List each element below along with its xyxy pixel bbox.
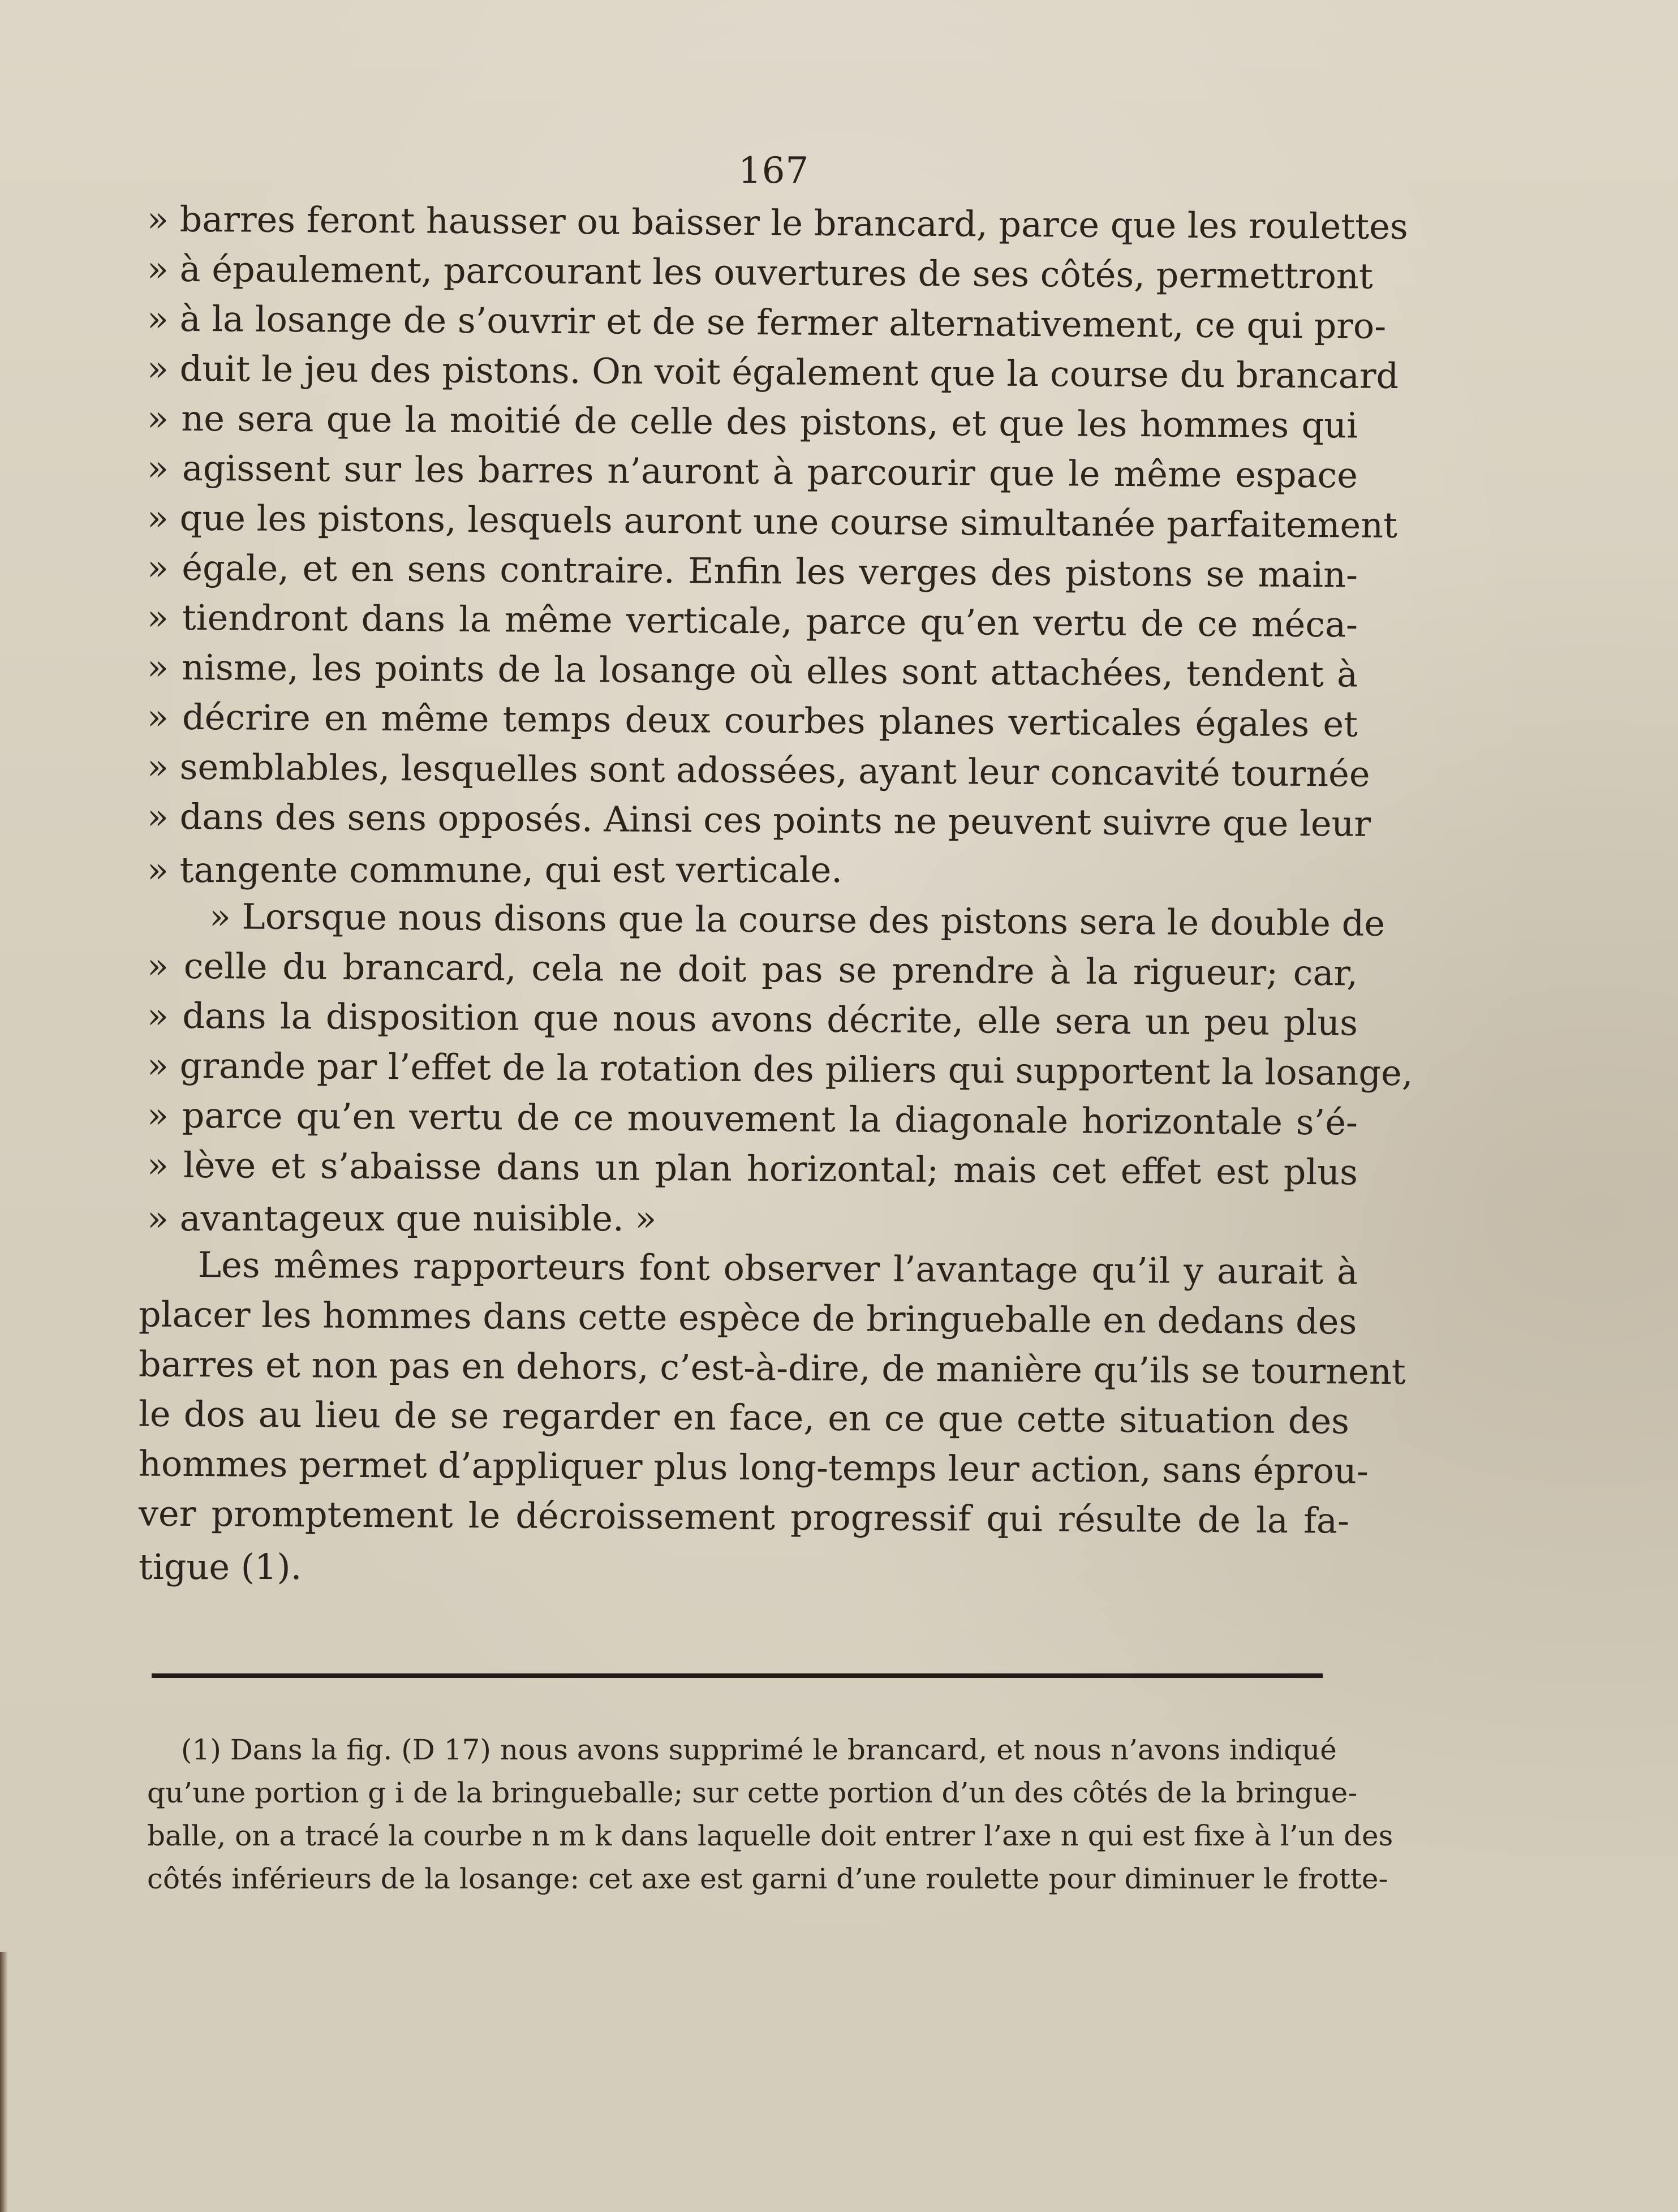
text-line: » décrire en même temps deux courbes planes verticales égales et [147,696,1358,745]
text-line: » à la losange de s’ouvrir et de se fermer alternativement, ce qui pro- [147,298,1387,347]
text-line: tigue (1). [139,1546,302,1587]
footnote-rule [152,1673,1323,1678]
text-line: barres et non pas en dehors, c’est-à-dire, de manière qu’ils se tournent [138,1343,1406,1393]
text-line: le dos au lieu de se regarder en face, en ce que cette situation des [138,1393,1350,1442]
main-text [138,198,1413,1646]
text-line: » que les pistons, lesquels auront une course simultanée parfaitement [147,497,1398,546]
text-line: » agissent sur les barres n’auront à parcourir que le même espace [147,447,1358,496]
text-line: » parce qu’en vertu de ce mouvement la diagonale horizontale s’é- [147,1094,1358,1143]
text-line: » barres feront hausser ou baisser le brancard, parce que les roulettes [147,198,1408,248]
text-line: Les mêmes rapporteurs font observer l’avantage qu’il y aurait à [197,1244,1358,1293]
footnote-line: (1) Dans la fig. (D 17) nous avons supprimé le brancard, et nous n’avons indiqué [181,1733,1337,1766]
text-line: » dans des sens opposés. Ainsi ces points ne peuvent suivre que leur [147,795,1371,845]
footnote-line: qu’une portion g i de la bringueballe; sur cette portion d’un des côtés de la bringue- [147,1776,1358,1809]
footnote-line: balle, on a tracé la courbe n m k dans laquelle doit entrer l’axe n qui est fixe à l’un des [147,1819,1393,1852]
text-line: » égale, et en sens contraire. Enfin les verges des pistons se main- [147,546,1358,596]
text-line: » celle du brancard, cela ne doit pas se prendre à la rigueur; car, [147,945,1358,994]
page-edge-shadow [0,1952,8,2212]
text-line: ver promptement le décroissement progressif qui résulte de la fa- [138,1492,1350,1542]
text-line: » tiendront dans la même verticale, parce qu’en vertu de ce méca- [147,596,1358,645]
footnote-line: côtés inférieurs de la losange: cet axe est garni d’une roulette pour diminuer le frotte- [147,1862,1388,1895]
text-line: » lève et s’abaisse dans un plan horizontal; mais cet effet est plus [147,1144,1358,1193]
text-line: » Lorsque nous disons que la course des pistons sera le double de [209,896,1386,944]
text-line: » grande par l’effet de la rotation des piliers qui supportent la losange, [147,1044,1413,1094]
text-line: » nisme, les points de la losange où elles sont attachées, tendent à [147,646,1358,695]
text-line: » à épaulement, parcourant les ouvertures de ses côtés, permettront [147,248,1374,297]
text-line: » dans la disposition que nous avons décrite, elle sera un peu plus [147,995,1358,1044]
text-line: hommes permet d’appliquer plus long-temps leur action, sans éprou- [138,1443,1369,1492]
text-line: » tangente commune, qui est verticale. [147,849,842,890]
text-line: » avantageux que nuisible. » [147,1198,657,1239]
text-line: » ne sera que la moitié de celle des pistons, et que les hommes qui [147,397,1358,446]
page-number: 167 [738,150,810,192]
text-line: » duit le jeu des pistons. On voit également que la course du brancard [147,347,1399,397]
text-line: placer les hommes dans cette espèce de bringueballe en dedans des [138,1293,1357,1342]
text-line: » semblables, lesquelles sont adossées, ayant leur concavité tournée [147,746,1370,795]
